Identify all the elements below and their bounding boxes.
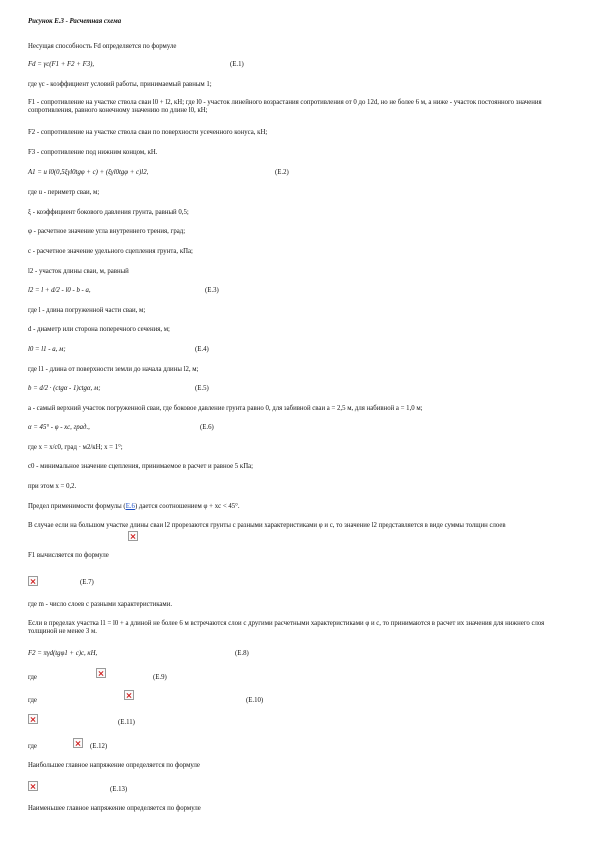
formula-number: (Е.1) [230,61,244,68]
formula-e5: b = d/2 · (ctgα - 1)ctgα, м; [28,385,101,392]
paragraph: где m - число слоев с разными характеристиками. [28,601,173,608]
where-label: где [28,674,37,681]
formula-e1: Fd = γc(F1 + F2 + F3), [28,61,95,68]
paragraph [28,503,240,511]
formula-number: (Е.12) [90,743,108,750]
paragraph: l2 - участок длины сваи, м, равный [28,268,129,275]
formula-e6: α = 45° - φ - xc, град., [28,424,90,431]
formula-number: (Е.10) [246,697,264,704]
paragraph: c0 - минимальное значение сцепления, принимаемое в расчет и равное 5 кПа; [28,463,254,470]
paragraph: Если в пределах участка l1 = l0 + a длиной не более 6 м встречаются слои с другими расчетными характеристиками φ и c, то принимаются в расчет их значения для нижнего слоя толщиной не менее 3 м. [28,620,545,635]
formula-link[interactable]: Е.6 [125,503,135,510]
formula-e2: А1 = u l0(0,5ξγl0tgφ + c) + (ξγl0tgφ + c)l2, [28,169,149,176]
paragraph: a - самый верхний участок погруженной сваи, где боковое давление грунта равно 0, для забивной сваи a = 2,5 м, для набивной a = 1,0 м; [28,405,423,412]
paragraph: F1 вычисляется по формуле [28,552,109,559]
paragraph: где γc - коэффициент условий работы, принимаемый равным 1; [28,81,212,88]
broken-image-icon [96,668,106,678]
paragraph: F3 - сопротивление под нижним концом, кН. [28,149,158,156]
formula-number: (Е.11) [118,719,135,726]
paragraph: при этом x = 0,2. [28,483,77,490]
figure-caption: Рисунок Е.3 - Расчетная схема [28,18,122,25]
paragraph: В случае если на большом участке длины сваи l2 прорезаются грунты с разными характеристиками φ и c, то значение l2 представляется в виде суммы толщин слоев [28,522,506,529]
formula-number: (Е.6) [200,424,214,431]
broken-image-icon [28,576,38,586]
where-label: где [28,697,37,704]
broken-image-icon [28,781,38,791]
broken-image-icon [73,738,83,748]
text-span: Предел применимости формулы ( [28,503,126,510]
formula-e3: l2 = l + d/2 - l0 - b - a, [28,287,91,294]
formula-e8: F2 = πγd(tgφ1 + c)c, кН, [28,650,98,657]
formula-number: (Е.8) [235,650,249,657]
formula-number: (Е.4) [195,346,209,353]
formula-e4: l0 = l1 - a, м; [28,346,66,353]
paragraph: где x = x/c0, град · м2/кН; x = 1°; [28,444,123,451]
broken-image-icon [124,690,134,700]
paragraph: F1 - сопротивление на участке ствола сваи l0 + l2, кН; где l0 - участок линейного возрастания сопротивления от 0 до 12d, но не более 6 м, а ниже - участок постоянного значения сопротивления, равного конечному значению по длине l0, кН; [28,99,542,114]
paragraph: φ - расчетное значение угла внутреннего трения, град; [28,228,186,235]
paragraph: d - диаметр или сторона поперечного сечения, м; [28,326,170,333]
paragraph: Наименьшее главное напряжение определяется по формуле [28,805,201,812]
formula-number: (Е.2) [275,169,289,176]
formula-number: (Е.7) [80,579,94,586]
paragraph: F2 - сопротивление на участке ствола сваи по поверхности усеченного конуса, кН; [28,129,268,136]
paragraph: Наибольшее главное напряжение определяется по формуле [28,762,200,769]
where-label: где [28,743,37,750]
paragraph: где l1 - длина от поверхности земли до начала длины l2, м; [28,366,199,373]
text-span: ) дается соотношением φ + xc < 45°. [134,503,240,510]
formula-number: (Е.13) [110,786,128,793]
paragraph: где l - длина погруженной части сваи, м; [28,307,146,314]
formula-number: (Е.9) [153,674,167,681]
paragraph: Несущая способность Fd определяется по формуле [28,43,177,50]
paragraph: ξ - коэффициент бокового давления грунта, равный 0,5; [28,209,189,216]
formula-number: (Е.5) [195,385,209,392]
formula-number: (Е.3) [205,287,219,294]
paragraph: где u - периметр сваи, м; [28,189,100,196]
broken-image-icon [128,531,138,541]
broken-image-icon [28,714,38,724]
paragraph: c - расчетное значение удельного сцепления грунта, кПа; [28,248,193,255]
